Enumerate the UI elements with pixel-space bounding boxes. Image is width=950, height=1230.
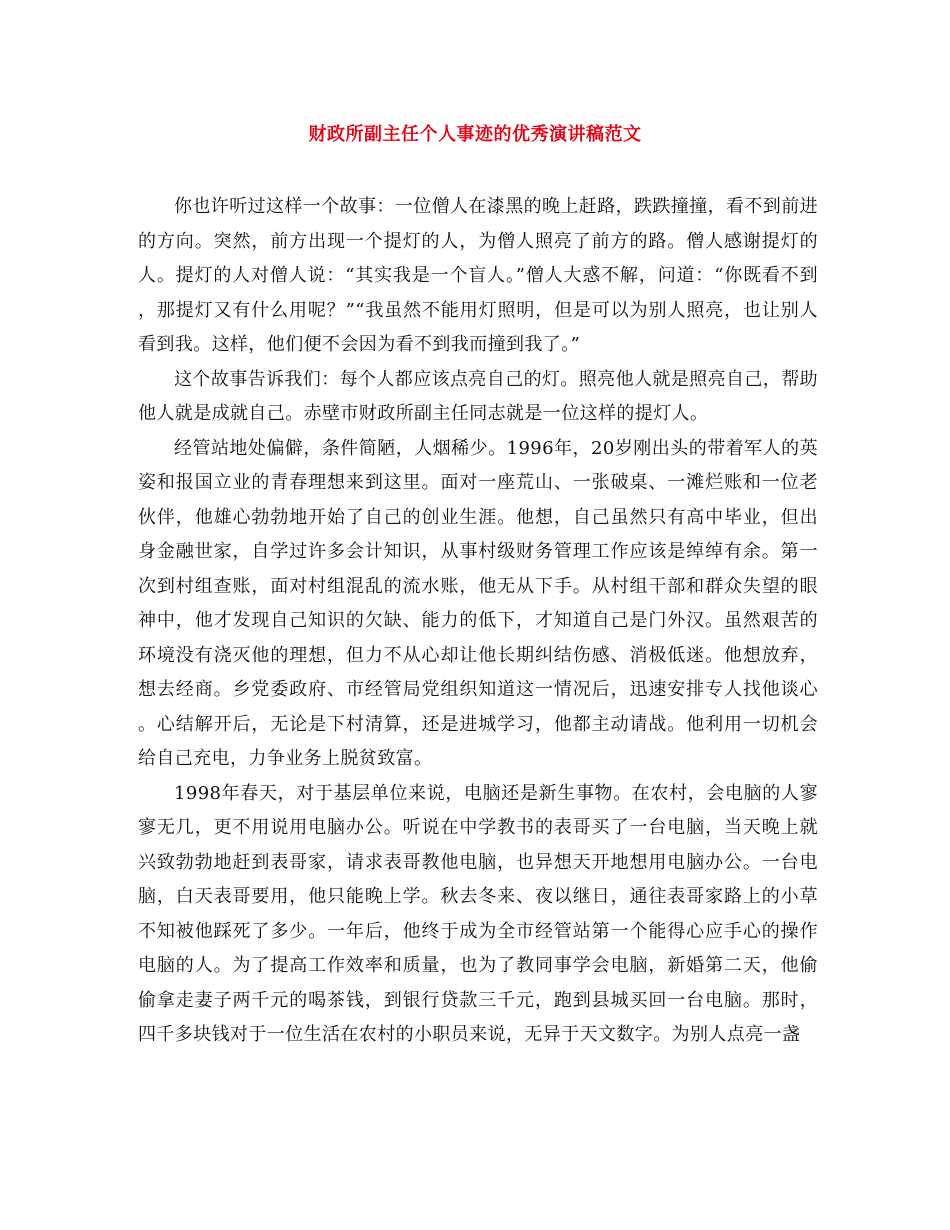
document-body xyxy=(138,190,818,1053)
paragraph-story: 你也许听过这样一个故事：一位僧人在漆黑的晚上赶路，跌跌撞撞，看不到前进的方向。突然，前方出现一个提灯的人，为僧人照亮了前方的路。僧人感谢提灯的人。提灯的人对僧人说：“其实我是一个盲人。”僧人大惑不解，问道：“你既看不到，那提灯又有什么用呢？”“我虽然不能用灯照明，但是可以为别人照亮，也让别人看到我。这样，他们便不会因为看不到我而撞到我了。” xyxy=(138,196,818,355)
paragraph-early-career: 经管站地处偏僻，条件简陋，人烟稀少。1996年，20岁刚出头的带着军人的英姿和报国立业的青春理想来到这里。面对一座荒山、一张破桌、一滩烂账和一位老伙伴，他雄心勃勃地开始了自己的创业生涯。他想，自己虽然只有高中毕业，但出身金融世家，自学过许多会计知识，从事村级财务管理工作应该是绰绰有余。第一次到村组查账，面对村组混乱的流水账，他无从下手。从村组干部和群众失望的眼神中，他才发现自己知识的欠缺、能力的低下，才知道自己是门外汉。虽然艰苦的环境没有浇灭他的理想，但力不从心却让他长期纠结伤感、消极低迷。他想放弃，想去经商。乡党委政府、市经管局党组织知道这一情况后，迅速安排专人找他谈心。心结解开后，无论是下村清算，还是进城学习，他都主动请战。他利用一切机会给自己充电，力争业务上脱贫致富。 xyxy=(138,437,818,769)
paragraph-computer-learning: 1998年春天，对于基层单位来说，电脑还是新生事物。在农村，会电脑的人寥寥无几，更不用说用电脑办公。听说在中学教书的表哥买了一台电脑，当天晚上就兴致勃勃地赶到表哥家，请求表哥教他电脑，也异想天开地想用电脑办公。一台电脑，白天表哥要用，他只能晚上学。秋去冬来、夜以继日，通往表哥家路上的小草不知被他踩死了多少。一年后，他终于成为全市经管站第一个能得心应手心的操作电脑的人。为了提高工作效率和质量，也为了教同事学会电脑，新婚第二天，他偷偷拿走妻子两千元的喝茶钱，到银行贷款三千元，跑到县城买回一台电脑。那时，四千多块钱对于一位生活在农村的小职员来说，无异于天文数字。为别人点亮一盏 xyxy=(138,782,818,1045)
paragraph-moral: 这个故事告诉我们：每个人都应该点亮自己的灯。照亮他人就是照亮自己，帮助他人就是成就自己。赤壁市财政所副主任同志就是一位这样的提灯人。 xyxy=(138,368,818,424)
document-title: 财政所副主任个人事迹的优秀演讲稿范文 xyxy=(308,124,642,145)
